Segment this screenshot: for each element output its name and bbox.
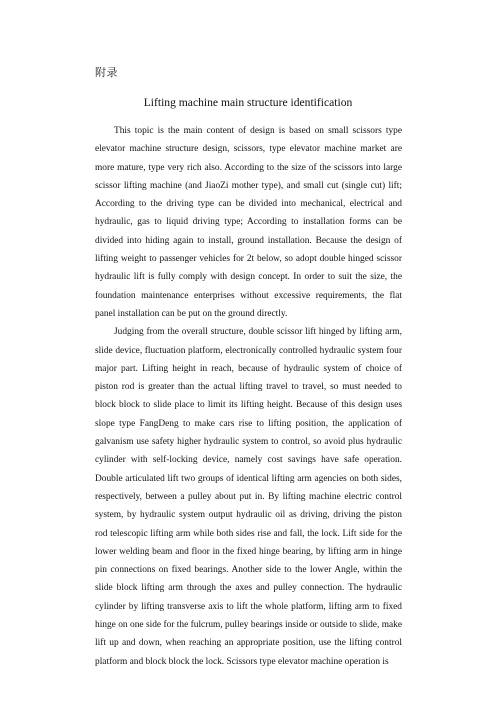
- paragraph-1: This topic is the main content of design is based on small scissors type elevator machine structure design, scissors, type elevator machine market are more mature, type very rich also. According to the size of the scissors into large scissor lifting machine (and JiaoZi mother type), and small cut (single cut) lift; According to the driving type can be divided into mechanical, electrical and hydraulic, gas to liquid driving type; According to installation forms can be divided into hiding again to install, ground installation. Because the design of lifting weight to passenger vehicles for 2t below, so adopt double hinged scissor hydraulic lift is fully comply with design concept. In order to suit the size, the foundation maintenance enterprises without excessive requirements, the flat panel installation can be put on the ground directly.: [95, 126, 402, 319]
- document-body: [95, 122, 402, 671]
- paragraph-2: Judging from the overall structure, double scissor lift hinged by lifting arm, slide device, fluctuation platform, electronically controlled hydraulic system four major part. Lifting height in reach, because of hydraulic system of choice of piston rod is greater than the actual lifting travel to travel, so must needed to block block to slide place to limit its lifting height. Because of this design uses slope type FangDeng to make cars rise to lifting position, the application of galvanism use safety higher hydraulic system to control, so avoid plus hydraulic cylinder with self-locking device, namely cost savings have safe operation. Double articulated lift two groups of identical lifting arm agencies on both sides, respectively, between a pulley about put in. By lifting machine electric control system, by hydraulic system output hydraulic oil as driving, driving the piston rod telescopic lifting arm while both sides rise and fall, the lock. Lift side for the lower welding beam and floor in the fixed hinge bearing, by lifting arm in hinge pin connections on fixed bearings. Another side to the lower Angle, within the slide block lifting arm through the axes and pulley connection. The hydraulic cylinder by lifting transverse axis to lift the whole platform, lifting arm to fixed hinge on one side for the fulcrum, pulley bearings inside or outside to slide, make lift up and down, when reaching an appropriate position, use the lifting control platform and block block the lock. Scissors type elevator machine operation is: [95, 327, 402, 667]
- document-title: Lifting machine main structure identification: [143, 96, 353, 109]
- appendix-label: 附录: [95, 66, 118, 79]
